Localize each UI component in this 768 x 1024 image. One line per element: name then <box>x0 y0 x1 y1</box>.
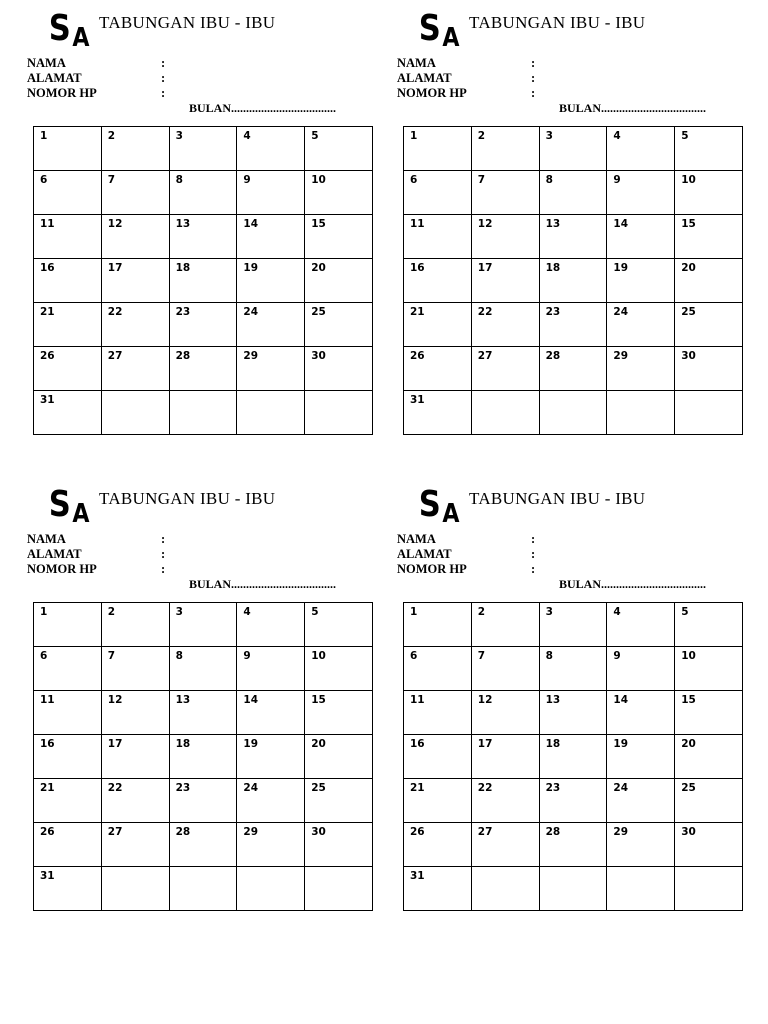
day-cell: 11 <box>404 215 472 259</box>
day-cell: 30 <box>675 347 743 391</box>
day-cell: 25 <box>305 779 373 823</box>
day-cell <box>169 391 237 435</box>
day-cell: 1 <box>34 603 102 647</box>
logo-letter-a: A <box>72 499 88 529</box>
day-cell: 30 <box>675 823 743 867</box>
day-cell: 22 <box>471 303 539 347</box>
day-cell: 17 <box>101 259 169 303</box>
day-cell: 5 <box>675 603 743 647</box>
day-cell: 26 <box>34 347 102 391</box>
day-cell <box>675 391 743 435</box>
sa-logo <box>47 484 89 529</box>
field-colon: : <box>531 547 536 561</box>
day-cell: 10 <box>675 647 743 691</box>
field-colon: : <box>531 86 536 100</box>
day-cell: 6 <box>404 171 472 215</box>
day-cell: 22 <box>471 779 539 823</box>
logo-letter-s: S <box>48 8 70 49</box>
day-cell: 6 <box>34 647 102 691</box>
day-cell: 29 <box>607 347 675 391</box>
day-cell: 5 <box>675 127 743 171</box>
field-label: NOMOR HP <box>27 86 97 100</box>
day-cell: 14 <box>607 691 675 735</box>
sa-logo <box>417 8 459 53</box>
day-cell: 28 <box>539 823 607 867</box>
day-row <box>34 735 373 779</box>
field-label: NAMA <box>397 56 436 70</box>
day-cell: 18 <box>539 735 607 779</box>
day-row <box>404 735 743 779</box>
day-cell: 27 <box>101 347 169 391</box>
day-row <box>34 603 373 647</box>
day-cell: 15 <box>305 215 373 259</box>
day-cell: 31 <box>34 391 102 435</box>
day-grid <box>33 126 373 435</box>
day-cell: 14 <box>607 215 675 259</box>
day-cell: 19 <box>607 735 675 779</box>
day-cell: 30 <box>305 347 373 391</box>
day-cell <box>101 391 169 435</box>
logo-letter-s: S <box>48 484 70 525</box>
logo-letter-a: A <box>72 23 88 53</box>
field-colon: : <box>531 562 536 576</box>
day-cell: 19 <box>237 735 305 779</box>
day-cell: 21 <box>34 779 102 823</box>
day-grid <box>33 602 373 911</box>
savings-card <box>397 0 747 460</box>
day-cell: 5 <box>305 603 373 647</box>
day-cell: 1 <box>34 127 102 171</box>
day-cell: 10 <box>305 647 373 691</box>
field-label: ALAMAT <box>397 71 452 85</box>
day-cell: 20 <box>675 259 743 303</box>
sa-logo <box>47 8 89 53</box>
day-row <box>404 303 743 347</box>
day-row <box>404 779 743 823</box>
day-cell: 14 <box>237 215 305 259</box>
day-row <box>404 603 743 647</box>
card-title: TABUNGAN IBU - IBU <box>469 489 646 508</box>
logo-letter-s: S <box>418 484 440 525</box>
day-cell: 18 <box>169 735 237 779</box>
day-cell: 8 <box>539 647 607 691</box>
day-cell: 4 <box>607 127 675 171</box>
savings-card <box>27 0 377 460</box>
day-cell: 15 <box>675 215 743 259</box>
day-cell <box>237 391 305 435</box>
day-cell: 27 <box>471 823 539 867</box>
day-cell: 26 <box>404 347 472 391</box>
day-cell: 13 <box>539 691 607 735</box>
day-cell: 17 <box>101 735 169 779</box>
day-cell <box>471 867 539 911</box>
day-cell: 5 <box>305 127 373 171</box>
day-row <box>34 647 373 691</box>
logo-letter-s: S <box>418 8 440 49</box>
day-row <box>34 867 373 911</box>
month-line: BULAN................................... <box>189 577 337 591</box>
day-row <box>404 259 743 303</box>
day-cell: 20 <box>675 735 743 779</box>
day-cell: 28 <box>169 347 237 391</box>
day-grid <box>403 602 743 911</box>
day-cell <box>101 867 169 911</box>
day-cell: 12 <box>471 215 539 259</box>
day-cell: 1 <box>404 127 472 171</box>
day-cell: 28 <box>169 823 237 867</box>
day-cell: 20 <box>305 735 373 779</box>
day-cell: 12 <box>101 215 169 259</box>
day-cell: 31 <box>34 867 102 911</box>
day-row <box>34 823 373 867</box>
day-row <box>404 171 743 215</box>
day-cell: 2 <box>471 603 539 647</box>
day-cell: 8 <box>539 171 607 215</box>
field-colon: : <box>531 71 536 85</box>
month-line: BULAN................................... <box>559 101 707 115</box>
day-cell <box>539 391 607 435</box>
month-line: BULAN................................... <box>559 577 707 591</box>
field-colon: : <box>161 532 166 546</box>
sa-logo <box>417 484 459 529</box>
day-cell: 1 <box>404 603 472 647</box>
day-cell: 6 <box>404 647 472 691</box>
day-cell: 17 <box>471 259 539 303</box>
day-cell: 21 <box>404 779 472 823</box>
day-cell: 10 <box>675 171 743 215</box>
field-label: ALAMAT <box>27 71 82 85</box>
day-row <box>34 303 373 347</box>
day-cell: 16 <box>404 259 472 303</box>
day-cell: 24 <box>607 303 675 347</box>
day-row <box>404 823 743 867</box>
field-label: ALAMAT <box>397 547 452 561</box>
logo-letter-a: A <box>442 499 458 529</box>
day-cell: 7 <box>471 171 539 215</box>
day-cell: 2 <box>101 127 169 171</box>
day-cell: 21 <box>34 303 102 347</box>
day-cell: 3 <box>169 603 237 647</box>
card-title: TABUNGAN IBU - IBU <box>469 13 646 32</box>
day-cell: 4 <box>237 603 305 647</box>
day-cell: 9 <box>237 647 305 691</box>
field-label: NOMOR HP <box>397 86 467 100</box>
day-row <box>404 347 743 391</box>
day-cell: 23 <box>539 779 607 823</box>
day-row <box>34 171 373 215</box>
day-cell: 23 <box>169 779 237 823</box>
day-cell: 22 <box>101 779 169 823</box>
day-cell <box>169 867 237 911</box>
day-cell: 3 <box>539 603 607 647</box>
day-cell: 26 <box>404 823 472 867</box>
day-cell: 14 <box>237 691 305 735</box>
day-cell: 8 <box>169 647 237 691</box>
day-cell: 24 <box>237 779 305 823</box>
field-colon: : <box>531 56 536 70</box>
day-cell: 9 <box>237 171 305 215</box>
day-cell: 16 <box>34 735 102 779</box>
day-cell: 29 <box>607 823 675 867</box>
day-row <box>34 779 373 823</box>
day-cell: 10 <box>305 171 373 215</box>
day-cell: 11 <box>34 691 102 735</box>
field-label: NAMA <box>27 56 66 70</box>
day-cell: 25 <box>305 303 373 347</box>
day-row <box>404 391 743 435</box>
day-cell: 22 <box>101 303 169 347</box>
day-cell: 7 <box>471 647 539 691</box>
day-cell: 12 <box>471 691 539 735</box>
day-cell: 27 <box>471 347 539 391</box>
day-row <box>404 127 743 171</box>
day-cell: 16 <box>404 735 472 779</box>
day-row <box>34 215 373 259</box>
day-cell: 6 <box>34 171 102 215</box>
field-colon: : <box>161 562 166 576</box>
day-cell: 4 <box>237 127 305 171</box>
day-cell: 12 <box>101 691 169 735</box>
day-row <box>34 691 373 735</box>
day-grid <box>403 126 743 435</box>
field-colon: : <box>161 71 166 85</box>
day-cell: 3 <box>539 127 607 171</box>
day-cell: 30 <box>305 823 373 867</box>
day-cell: 28 <box>539 347 607 391</box>
day-cell: 25 <box>675 779 743 823</box>
day-row <box>34 391 373 435</box>
day-cell: 19 <box>607 259 675 303</box>
day-cell <box>305 867 373 911</box>
savings-card <box>27 476 377 936</box>
day-cell <box>607 867 675 911</box>
day-cell: 24 <box>607 779 675 823</box>
field-label: NAMA <box>27 532 66 546</box>
day-cell <box>237 867 305 911</box>
day-cell: 4 <box>607 603 675 647</box>
day-cell: 29 <box>237 823 305 867</box>
day-row <box>34 259 373 303</box>
day-cell: 31 <box>404 391 472 435</box>
day-row <box>404 691 743 735</box>
day-cell: 9 <box>607 647 675 691</box>
field-label: NOMOR HP <box>397 562 467 576</box>
day-cell: 31 <box>404 867 472 911</box>
day-cell <box>675 867 743 911</box>
day-cell: 24 <box>237 303 305 347</box>
field-colon: : <box>531 532 536 546</box>
day-cell: 16 <box>34 259 102 303</box>
savings-card <box>397 476 747 936</box>
day-cell: 7 <box>101 647 169 691</box>
day-cell: 17 <box>471 735 539 779</box>
day-cell: 7 <box>101 171 169 215</box>
day-cell <box>305 391 373 435</box>
day-cell: 18 <box>539 259 607 303</box>
day-cell: 23 <box>539 303 607 347</box>
day-cell <box>607 391 675 435</box>
day-cell: 13 <box>169 215 237 259</box>
day-cell: 3 <box>169 127 237 171</box>
day-cell: 8 <box>169 171 237 215</box>
day-cell: 11 <box>34 215 102 259</box>
day-cell: 15 <box>305 691 373 735</box>
day-cell <box>471 391 539 435</box>
day-row <box>404 647 743 691</box>
field-label: NOMOR HP <box>27 562 97 576</box>
day-cell: 13 <box>169 691 237 735</box>
day-cell: 18 <box>169 259 237 303</box>
day-cell: 2 <box>471 127 539 171</box>
day-cell: 26 <box>34 823 102 867</box>
day-cell: 9 <box>607 171 675 215</box>
field-colon: : <box>161 56 166 70</box>
logo-letter-a: A <box>442 23 458 53</box>
day-row <box>404 215 743 259</box>
day-cell: 29 <box>237 347 305 391</box>
day-row <box>34 347 373 391</box>
day-cell: 25 <box>675 303 743 347</box>
day-cell: 19 <box>237 259 305 303</box>
day-cell: 21 <box>404 303 472 347</box>
day-cell: 2 <box>101 603 169 647</box>
card-title: TABUNGAN IBU - IBU <box>99 489 276 508</box>
field-colon: : <box>161 547 166 561</box>
day-cell: 11 <box>404 691 472 735</box>
card-title: TABUNGAN IBU - IBU <box>99 13 276 32</box>
day-cell: 13 <box>539 215 607 259</box>
day-cell: 15 <box>675 691 743 735</box>
day-cell: 20 <box>305 259 373 303</box>
day-row <box>404 867 743 911</box>
field-label: ALAMAT <box>27 547 82 561</box>
day-cell: 27 <box>101 823 169 867</box>
day-cell <box>539 867 607 911</box>
day-cell: 23 <box>169 303 237 347</box>
field-colon: : <box>161 86 166 100</box>
day-row <box>34 127 373 171</box>
field-label: NAMA <box>397 532 436 546</box>
month-line: BULAN................................... <box>189 101 337 115</box>
